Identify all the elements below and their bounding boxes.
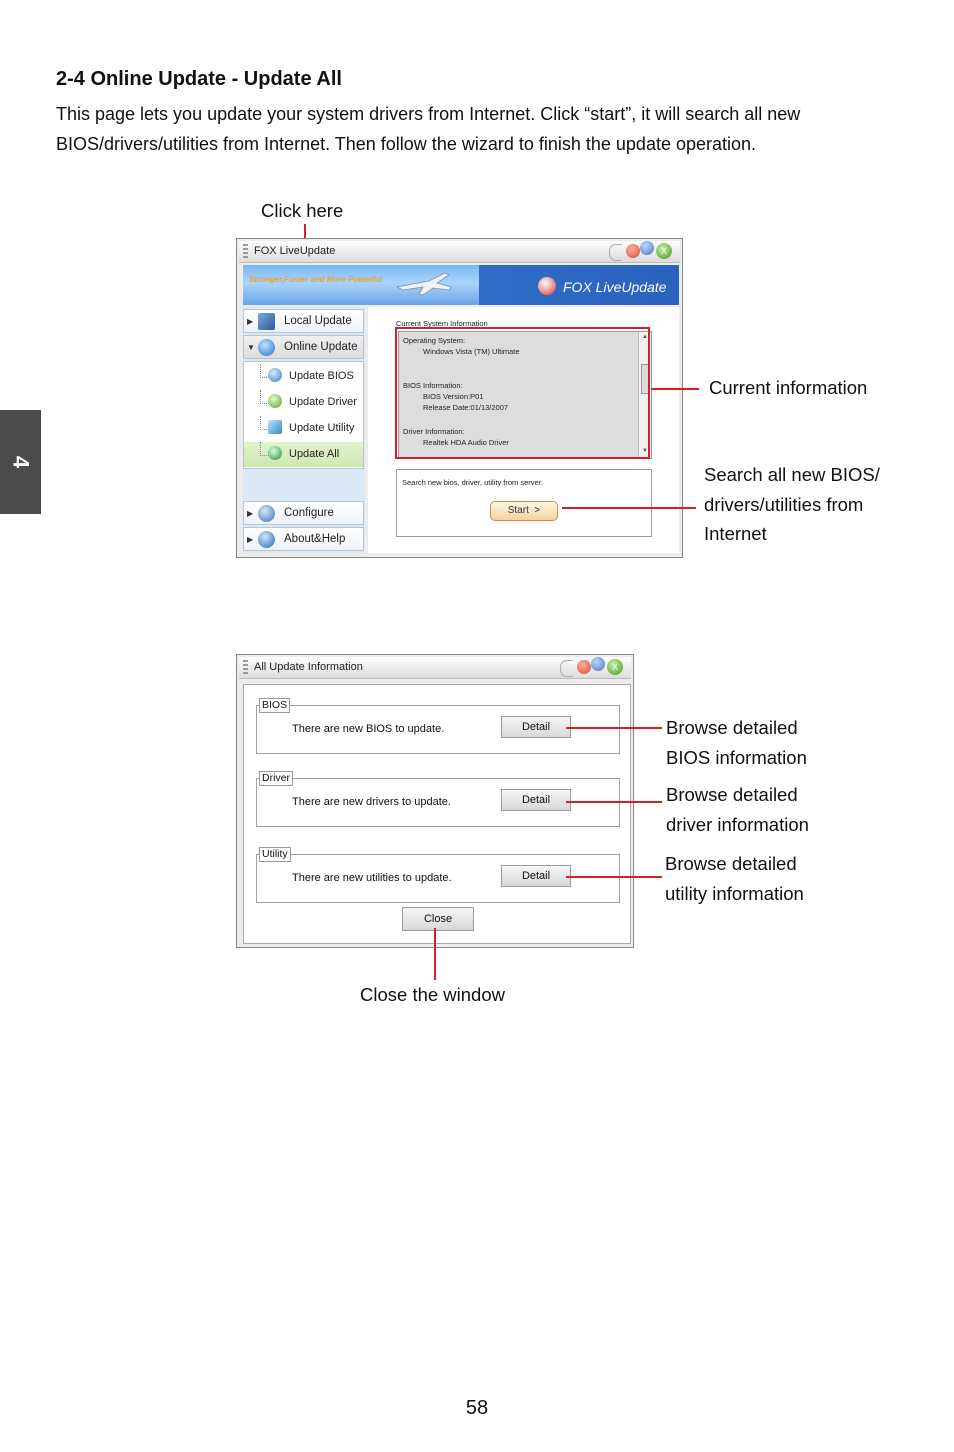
callout-text: Browse detailed — [666, 784, 798, 805]
maximize-icon[interactable] — [640, 241, 654, 255]
group-message: There are new drivers to update. — [292, 796, 451, 808]
slogan: Stronger,Faster and More Powerful — [249, 275, 382, 284]
close-icon[interactable]: X — [607, 659, 623, 675]
intro-line: This page lets you update your system drivers from Internet. Click “start”, it will search all new — [56, 104, 801, 124]
bios-group — [256, 699, 620, 754]
expand-arrow-icon: ▶ — [247, 317, 254, 326]
callout-close — [360, 980, 505, 1010]
driver-value: Realtek HDA Audio Driver — [423, 438, 509, 447]
computer-icon — [258, 313, 275, 330]
callout-text: utility information — [665, 882, 804, 904]
utility-detail-button[interactable]: Detail — [501, 865, 571, 887]
group-message: There are new utilities to update. — [292, 872, 452, 884]
nav-online-update[interactable] — [243, 335, 364, 359]
banner-sky — [243, 265, 479, 305]
scroll-up-icon[interactable]: ▲ — [642, 334, 648, 340]
callout-text: Current information — [709, 377, 868, 398]
nav-label: Online Update — [284, 341, 358, 353]
current-info-highlight — [395, 327, 650, 459]
callout-text: Search all new BIOS/ — [704, 464, 880, 485]
nav-label: Configure — [284, 507, 334, 519]
search-panel — [396, 469, 652, 537]
nav-label: About&Help — [284, 533, 346, 545]
callout-line-utility — [566, 876, 662, 878]
start-button[interactable] — [490, 501, 558, 521]
sub-update-bios[interactable] — [244, 364, 363, 389]
group-legend: Driver — [259, 771, 293, 786]
callout-line-close — [434, 928, 436, 980]
minimize-icon[interactable] — [626, 244, 640, 258]
section-title: 2-4 Online Update - Update All — [56, 68, 342, 90]
utility-group — [256, 848, 620, 903]
grip-icon — [243, 244, 248, 259]
online-update-subitems — [243, 361, 364, 469]
nav-label: Local Update — [284, 315, 352, 327]
callout-text: Internet — [704, 523, 767, 544]
close-button[interactable]: Close — [402, 907, 474, 931]
bios-label: BIOS Information: — [403, 381, 463, 390]
bios-date: Release Date:01/13/2007 — [423, 403, 509, 412]
expand-arrow-icon: ▶ — [247, 509, 254, 518]
expand-arrow-icon: ▶ — [247, 535, 254, 544]
update-info-panel — [243, 684, 631, 944]
chevron-right-icon: > — [534, 505, 541, 516]
maximize-icon[interactable] — [591, 657, 605, 671]
start-label: Start — [507, 505, 529, 516]
help-icon — [258, 531, 275, 548]
nav-about-help[interactable] — [243, 527, 364, 551]
chapter-number: 4 — [8, 455, 34, 469]
callout-text: Browse detailed — [665, 853, 797, 874]
group-legend: BIOS — [259, 698, 290, 713]
callout-text: driver information — [666, 813, 809, 835]
os-label: Operating System: — [403, 336, 466, 345]
callout-click-here — [261, 196, 343, 226]
callout-driver — [666, 780, 809, 839]
callout-line-current-info — [651, 388, 699, 390]
callout-line-driver — [566, 801, 662, 803]
grip-icon — [243, 660, 248, 675]
sub-label: Update BIOS — [289, 370, 354, 382]
sub-update-driver[interactable] — [244, 390, 363, 415]
driver-icon — [268, 394, 282, 408]
chapter-tab — [0, 410, 41, 514]
fox-logo-icon — [538, 277, 556, 295]
intro-paragraph — [56, 99, 916, 159]
callout-text: Browse detailed — [666, 717, 798, 738]
group-legend: Utility — [259, 847, 291, 862]
minimize-icon[interactable] — [577, 660, 591, 674]
callout-line-bios — [566, 727, 662, 729]
title-bar[interactable] — [239, 657, 631, 679]
airplane-icon — [393, 269, 453, 299]
brand-name: FOX LiveUpdate — [563, 279, 667, 295]
title-bar[interactable] — [239, 241, 680, 263]
window-title: FOX LiveUpdate — [254, 245, 336, 257]
window-title: All Update Information — [254, 661, 363, 673]
bios-version: BIOS Version:P01 — [423, 392, 484, 401]
gear-icon — [258, 505, 275, 522]
scroll-down-icon[interactable]: ▼ — [642, 448, 648, 454]
sub-label: Update All — [289, 448, 340, 460]
sub-update-utility[interactable] — [244, 416, 363, 441]
callout-current-info — [709, 373, 867, 403]
callout-search — [704, 460, 880, 549]
driver-detail-button[interactable]: Detail — [501, 789, 571, 811]
sub-label: Update Driver — [289, 396, 357, 408]
callout-text: BIOS information — [666, 746, 807, 768]
collapse-arrow-icon: ▼ — [247, 343, 255, 352]
close-icon[interactable]: X — [656, 243, 672, 259]
intro-line: BIOS/drivers/utilities from Internet. Then follow the wizard to finish the update operation. — [56, 134, 757, 154]
callout-line-search — [562, 507, 696, 509]
search-text: Search new bios, driver, utility from server. — [402, 478, 543, 487]
sub-label: Update Utility — [289, 422, 355, 434]
current-info-label: Current System Information — [396, 319, 488, 328]
globe-icon — [258, 339, 275, 356]
nav-local-update[interactable] — [243, 309, 364, 333]
callout-text: Click here — [261, 200, 344, 221]
bios-detail-button[interactable]: Detail — [501, 716, 571, 738]
driver-label: Driver Information: — [403, 427, 465, 436]
page-number: 58 — [465, 1397, 489, 1419]
callout-text: drivers/utilities from — [704, 493, 864, 515]
callout-bios — [666, 713, 807, 772]
group-message: There are new BIOS to update. — [292, 723, 445, 735]
fox-liveupdate-window — [236, 238, 683, 558]
callout-text: Close the window — [360, 984, 505, 1005]
sub-update-all[interactable] — [244, 442, 363, 467]
title-decoration-icon — [560, 660, 573, 677]
callout-utility — [665, 849, 804, 908]
nav-configure[interactable] — [243, 501, 364, 525]
os-value: Windows Vista (TM) Ultimate — [423, 347, 520, 356]
globe-icon — [268, 446, 282, 460]
utility-icon — [268, 420, 282, 434]
globe-icon — [268, 368, 282, 382]
banner — [243, 265, 679, 305]
title-decoration-icon — [609, 244, 622, 261]
sidebar — [243, 307, 365, 553]
